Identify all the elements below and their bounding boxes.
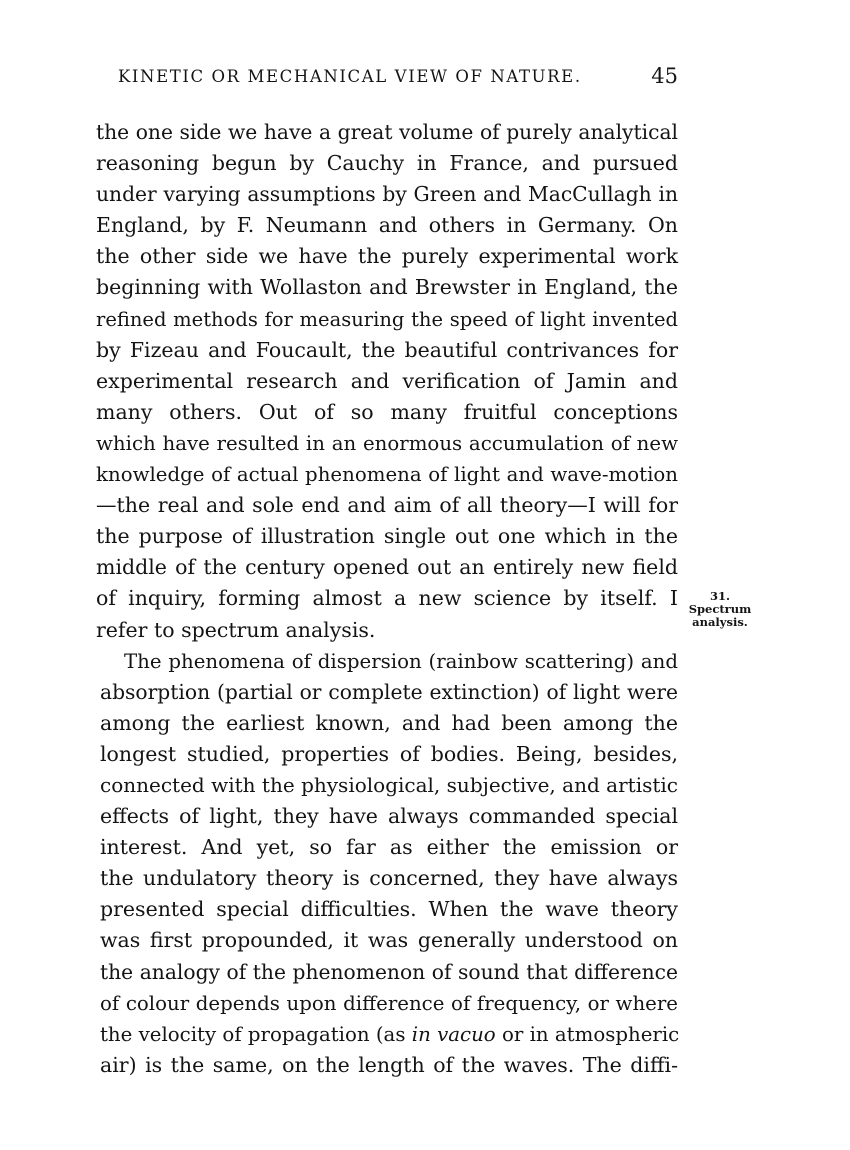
text-run: or in atmospheric bbox=[501, 1022, 680, 1046]
body-text bbox=[96, 117, 678, 1081]
text-line: effects of light, they have always commanded special bbox=[100, 804, 678, 829]
text-run: the velocity of propagation (as bbox=[100, 1022, 406, 1046]
text-line: the purpose of illustration single out one which in the bbox=[96, 524, 678, 549]
page-number: 45 bbox=[651, 64, 678, 88]
text-line: beginning with Wollaston and Brewster in England, the bbox=[96, 275, 678, 300]
text-line: presented special difficulties. When the wave theory bbox=[100, 897, 678, 922]
text-line: connected with the physiological, subjective, and artistic bbox=[100, 772, 678, 797]
text-line: under varying assumptions by Green and MacCullagh in bbox=[96, 182, 678, 207]
marginal-note-line: analysis. bbox=[692, 615, 748, 629]
marginal-note bbox=[684, 590, 756, 629]
text-line: which have resulted in an enormous accumulation of new bbox=[96, 431, 678, 455]
marginal-note-line: Spectrum bbox=[688, 602, 752, 616]
text-line: knowledge of actual phenomena of light and wave-motion bbox=[96, 463, 678, 487]
text-line: the analogy of the phenomenon of sound that difference bbox=[100, 959, 678, 984]
italic-phrase: in vacuo bbox=[411, 1022, 496, 1046]
text-line: the one side we have a great volume of purely analytical bbox=[96, 120, 678, 144]
text-line-with-italic bbox=[96, 1019, 678, 1050]
text-line: England, by F. Neumann and others in Germany. On bbox=[96, 213, 678, 238]
text-line: was first propounded, it was generally understood on bbox=[100, 928, 678, 953]
marginal-note-number: 31. bbox=[709, 589, 730, 603]
text-line: longest studied, properties of bodies. Being, besides, bbox=[100, 741, 678, 766]
text-line: absorption (partial or complete extinction) of light were bbox=[100, 679, 678, 704]
running-title: KINETIC OR MECHANICAL VIEW OF NATURE. bbox=[118, 67, 582, 86]
text-line: refer to spectrum analysis. bbox=[96, 617, 376, 642]
text-line: air) is the same, on the length of the waves. The diffi- bbox=[100, 1052, 678, 1077]
text-line: refined methods for measuring the speed of light invented bbox=[96, 307, 678, 331]
running-head bbox=[118, 64, 678, 94]
text-line: of colour depends upon difference of frequency, or where bbox=[100, 991, 678, 1015]
text-line: reasoning begun by Cauchy in France, and pursued bbox=[96, 151, 678, 176]
text-line: by Fizeau and Foucault, the beautiful contrivances for bbox=[96, 337, 678, 362]
paragraph-1 bbox=[96, 117, 678, 646]
text-line: the undulatory theory is concerned, they have always bbox=[100, 866, 678, 891]
paragraph-2 bbox=[96, 646, 678, 1081]
text-line: interest. And yet, so far as either the emission or bbox=[100, 835, 678, 860]
text-line: many others. Out of so many fruitful conceptions bbox=[96, 399, 678, 424]
text-line: middle of the century opened out an entirely new field bbox=[96, 555, 678, 580]
text-line: among the earliest known, and had been among the bbox=[100, 710, 678, 735]
text-line: —the real and sole end and aim of all theory—I will for bbox=[96, 493, 678, 518]
text-line: experimental research and verification of Jamin and bbox=[96, 368, 678, 393]
text-line: of inquiry, forming almost a new science by itself. I bbox=[96, 586, 678, 611]
text-line: the other side we have the purely experimental work bbox=[96, 244, 678, 269]
text-line: The phenomena of dispersion (rainbow scattering) and bbox=[124, 649, 678, 673]
